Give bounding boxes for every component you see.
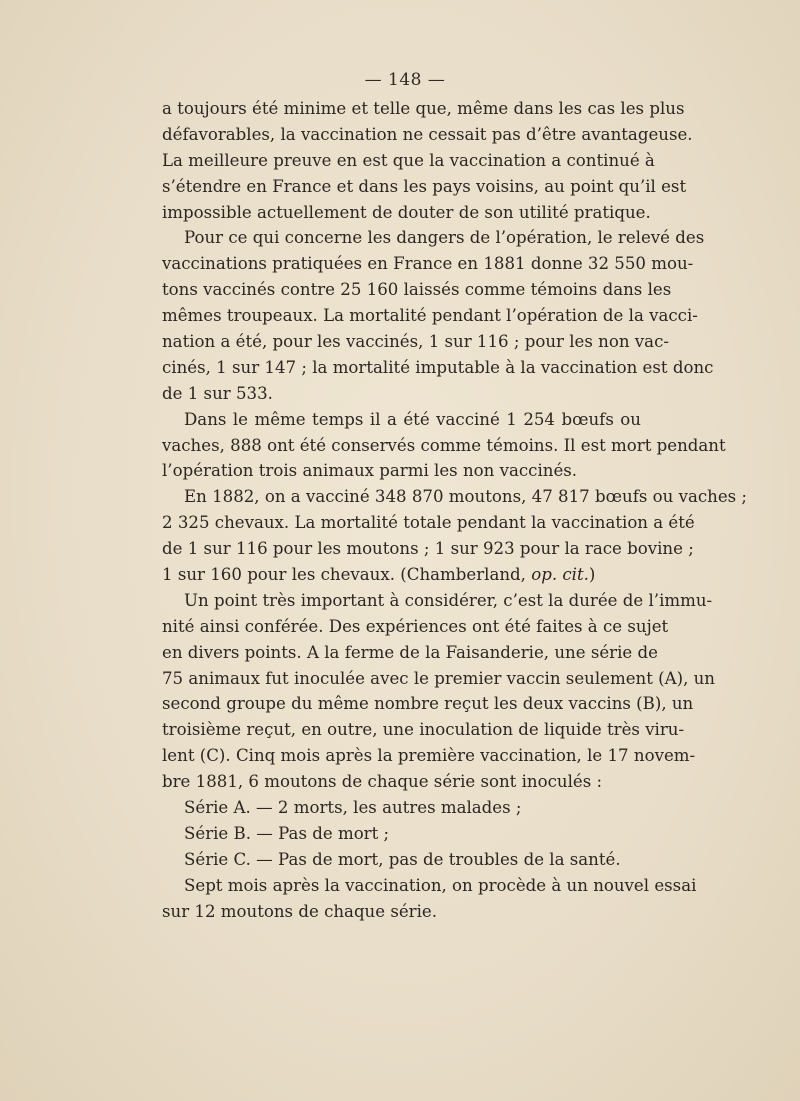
text-line xyxy=(162,277,672,303)
text-line-content: troisième reçut, en outre, une inoculation de liquide très viru- xyxy=(162,720,685,740)
text-line-content: Dans le même temps il a été vacciné 1 254 bœufs ou xyxy=(184,409,641,429)
text-line xyxy=(162,562,641,588)
text-line xyxy=(162,769,641,795)
text-line-content: tons vaccinés contre 25 160 laissés comme témoins dans les xyxy=(162,280,672,300)
text-line xyxy=(162,407,641,433)
text-line-content: mêmes troupeaux. La mortalité pendant l’opération de la vacci- xyxy=(162,306,698,326)
text-line xyxy=(162,200,651,226)
text-line-content: Un point très important à considérer, c’est la durée de l’immu- xyxy=(184,590,713,610)
text-line xyxy=(162,355,714,381)
text-line-content: 75 animaux fut inoculée avec le premier vaccin seulement (A), un xyxy=(162,668,715,688)
text-line-content: l’opération trois animaux parmi les non vaccinés. xyxy=(162,461,578,481)
body-text xyxy=(162,96,748,925)
text-line-content: de 1 sur 116 pour les moutons ; 1 sur 923 pour la race bovine ; xyxy=(162,539,694,559)
text-line xyxy=(162,484,748,510)
text-line xyxy=(162,691,694,717)
text-line xyxy=(162,614,669,640)
text-line-content: s’étendre en France et dans les pays voisins, au point qu’il est xyxy=(162,176,687,196)
text-line xyxy=(162,303,698,329)
text-line xyxy=(162,536,694,562)
text-line xyxy=(162,329,669,355)
text-line xyxy=(162,821,641,847)
text-line xyxy=(162,122,693,148)
text-line-content: vaccinations pratiquées en France en 1881 donne 32 550 mou- xyxy=(162,254,694,274)
text-line-content: vaches, 888 ont été conservés comme témoins. Il est mort pendant xyxy=(162,435,726,455)
page-number: — 148 — xyxy=(364,70,446,90)
citation-italic: op. cit. xyxy=(531,565,589,585)
text-line-content: Pour ce qui concerne les dangers de l’opération, le relevé des xyxy=(184,228,705,248)
text-line-content: a toujours été minime et telle que, même dans les cas les plus xyxy=(162,99,685,118)
text-line-content: de 1 sur 533. xyxy=(162,383,273,403)
text-line-content: lent (C). Cinq mois après la première vaccination, le 17 novem- xyxy=(162,746,696,766)
text-line xyxy=(162,433,726,459)
text-line xyxy=(162,251,694,277)
text-line-content: sur 12 moutons de chaque série. xyxy=(162,901,438,921)
text-line-content: défavorables, la vaccination ne cessait pas d’être avantageuse. xyxy=(162,124,693,144)
text-line-content: second groupe du même nombre reçut les deux vaccins (B), un xyxy=(162,694,694,714)
text-line xyxy=(162,174,687,200)
text-line xyxy=(162,640,658,666)
text-line xyxy=(162,666,715,692)
text-line-content: bre 1881, 6 moutons de chaque série sont inoculés : xyxy=(162,772,603,792)
text-line xyxy=(162,899,641,925)
text-line-content: En 1882, on a vacciné 348 870 moutons, 47 817 bœufs ou vaches ; xyxy=(184,487,748,507)
text-line-content: impossible actuellement de douter de son utilité pratique. xyxy=(162,202,651,222)
text-line xyxy=(162,743,696,769)
text-line xyxy=(162,458,641,484)
text-line xyxy=(162,225,705,251)
text-line xyxy=(162,588,713,614)
text-line-content: Sept mois après la vaccination, on procède à un nouvel essai xyxy=(184,875,697,895)
text-line-content: Série B. — Pas de mort ; xyxy=(184,823,390,843)
text-line-content: nité ainsi conférée. Des expériences ont été faites à ce sujet xyxy=(162,616,669,636)
text-line xyxy=(162,795,641,821)
text-line xyxy=(162,510,695,536)
text-line-content: Série C. — Pas de mort, pas de troubles de la santé. xyxy=(184,849,621,869)
text-line xyxy=(162,717,685,743)
citation-close: ) xyxy=(588,565,596,585)
text-line xyxy=(162,96,685,122)
text-line-content: 1 sur 160 pour les chevaux. (Chamberland, xyxy=(162,565,532,585)
text-line-content: La meilleure preuve en est que la vaccination a continué à xyxy=(162,150,655,170)
text-line-content: en divers points. A la ferme de la Faisanderie, une série de xyxy=(162,642,658,662)
text-line-content: nation a été, pour les vaccinés, 1 sur 116 ; pour les non vac- xyxy=(162,332,669,352)
text-line-content: Série A. — 2 morts, les autres malades ; xyxy=(184,798,522,818)
text-line xyxy=(162,873,697,899)
text-line-content: 2 325 chevaux. La mortalité totale pendant la vaccination a été xyxy=(162,513,695,533)
text-line-content: cinés, 1 sur 147 ; la mortalité imputable à la vaccination est donc xyxy=(162,357,714,377)
text-line xyxy=(162,847,641,873)
text-line xyxy=(162,381,641,407)
text-line xyxy=(162,148,655,174)
